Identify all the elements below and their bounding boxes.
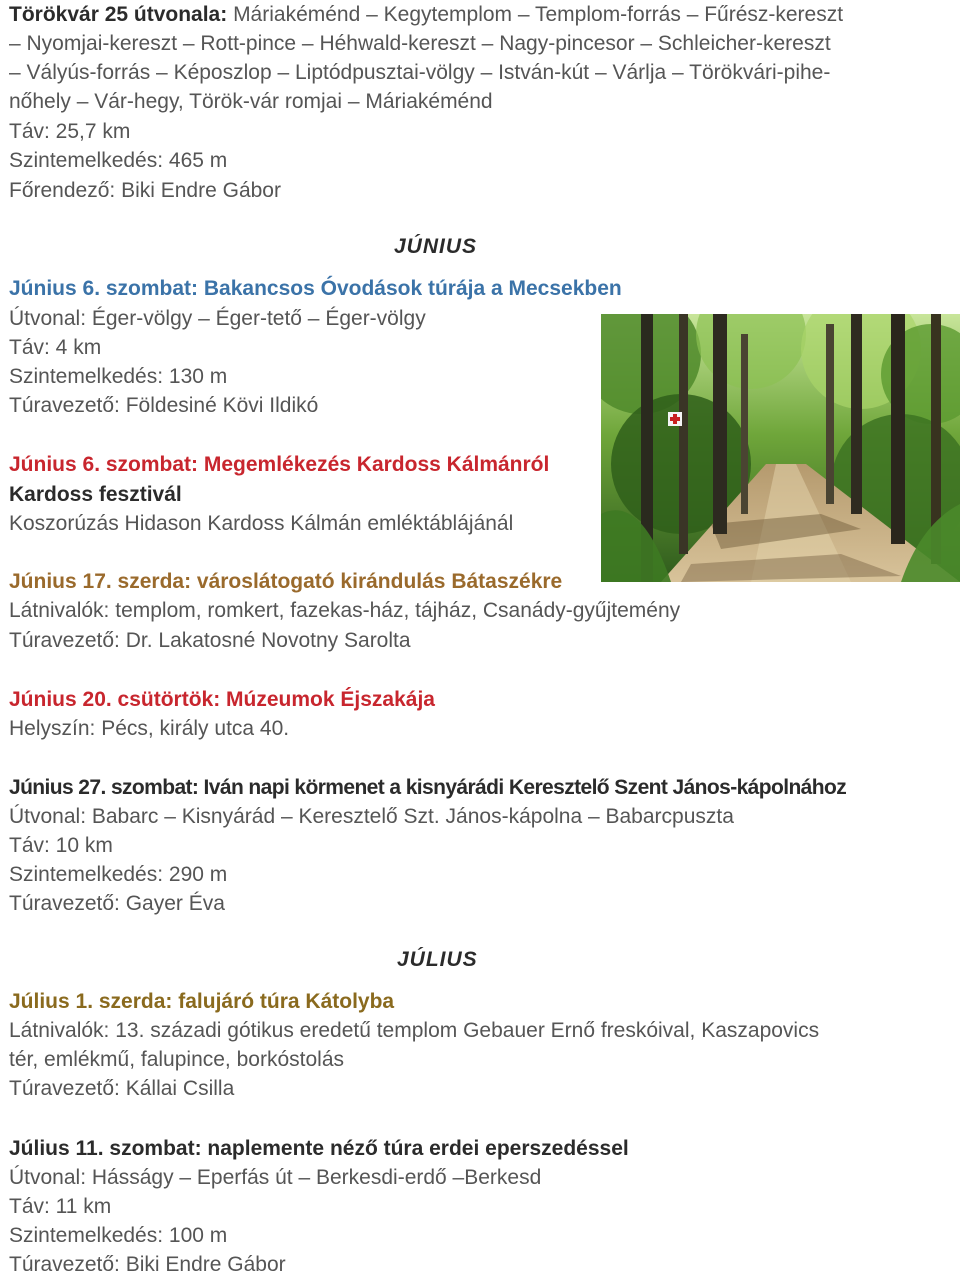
event-july-11-elevation: Szintemelkedés: 100 m (9, 1224, 228, 1247)
event-june-6-distance: Táv: 4 km (9, 336, 102, 359)
event-kardoss-title: szombat: Megemlékezés Kardoss Kálmánról (100, 453, 550, 476)
event-july-1-date: Július 1. (9, 990, 94, 1013)
event-june-27-title: szombat: Iván napi körmenet a kisnyárádi Keresztelő Szent János-kápolnához (105, 776, 847, 799)
event-july-11-route: Útvonal: Hásságy – Eperfás út – Berkesdi-erdő –Berkesd (9, 1166, 542, 1189)
torokvar-distance: Táv: 25,7 km (9, 120, 131, 143)
event-july-1-guide: Túravezető: Kállai Csilla (9, 1077, 235, 1100)
event-kardoss-festival: Kardoss fesztivál (9, 483, 182, 506)
event-kardoss-date: Június 6. (9, 453, 101, 476)
event-june-27-guide: Túravezető: Gayer Éva (9, 892, 225, 915)
event-june-27-date: Június 27. (9, 776, 106, 799)
month-heading-june: JÚNIUS (394, 235, 478, 258)
event-kardoss-description: Koszorúzás Hidason Kardoss Kálmán emléktáblájánál (9, 512, 514, 535)
event-july-11-distance: Táv: 11 km (9, 1195, 112, 1218)
torokvar-elevation: Szintemelkedés: 465 m (9, 149, 228, 172)
event-july-1-heading (9, 987, 394, 1016)
event-june-17-title: szerda: városlátogató kirándulás Bátaszékre (111, 570, 563, 593)
torokvar-route-line-1 (9, 0, 843, 29)
torokvar-route-line-2: – Nyomjai-kereszt – Rott-pince – Héhwald-kereszt – Nagy-pincesor – Schleicher-kereszt (9, 32, 831, 55)
event-june-27-heading (9, 773, 846, 802)
event-june-6-title: szombat: Bakancsos Óvodások túrája a Mecsekben (100, 277, 622, 300)
event-june-6-elevation: Szintemelkedés: 130 m (9, 365, 228, 388)
event-july-11-title: szombat: naplemente néző túra erdei eperszedéssel (103, 1137, 629, 1160)
event-july-11-guide: Túravezető: Biki Endre Gábor (9, 1253, 286, 1276)
torokvar-route-line-3: – Vályús-forrás – Képoszlop – Liptódpusztai-völgy – István-kút – Várlja – Törökvári-pihe- (9, 61, 831, 84)
event-june-6-date: Június 6. (9, 277, 101, 300)
event-june-20-title: csütörtök: Múzeumok Éjszakája (111, 688, 435, 711)
event-july-11-heading (9, 1134, 629, 1163)
event-june-27-distance: Táv: 10 km (9, 834, 113, 857)
torokvar-route-line-4: nőhely – Vár-hegy, Török-vár romjai – Máriakéménd (9, 90, 493, 113)
month-heading-july: JÚLIUS (397, 948, 478, 971)
event-june-20-location: Helyszín: Pécs, király utca 40. (9, 717, 290, 740)
event-june-27-route: Útvonal: Babarc – Kisnyárád – Keresztelő Szt. János-kápolna – Babarcpuszta (9, 805, 734, 828)
event-june-20-heading (9, 685, 435, 714)
event-june-6-route: Útvonal: Éger-völgy – Éger-tető – Éger-völgy (9, 307, 426, 330)
forest-road-image (601, 314, 960, 582)
event-june-6-heading (9, 274, 622, 303)
torokvar-title: Törökvár 25 útvonala: (9, 3, 228, 26)
event-july-1-sights-1: Látnivalók: 13. századi gótikus eredetű templom Gebauer Ernő freskóival, Kaszapovics (9, 1019, 820, 1042)
event-july-1-title: szerda: falujáró túra Kátolyba (93, 990, 395, 1013)
event-june-6-guide: Túravezető: Földesiné Kövi Ildikó (9, 394, 319, 417)
torokvar-organizer: Főrendező: Biki Endre Gábor (9, 179, 281, 202)
event-june-17-guide: Túravezető: Dr. Lakatosné Novotny Sarolta (9, 629, 411, 652)
event-kardoss-heading (9, 450, 549, 479)
event-june-17-sights: Látnivalók: templom, romkert, fazekas-ház, tájház, Csanády-gyűjtemény (9, 599, 681, 622)
event-june-17-heading (9, 567, 562, 596)
event-july-11-date: Július 11. (9, 1137, 104, 1160)
forest-road-photo (601, 314, 960, 582)
event-july-1-sights-2: tér, emlékmű, falupince, borkóstolás (9, 1048, 344, 1071)
event-june-27-elevation: Szintemelkedés: 290 m (9, 863, 228, 886)
event-june-20-date: Június 20. (9, 688, 112, 711)
torokvar-route-1: Máriakéménd – Kegytemplom – Templom-forrás – Fűrész-kereszt (227, 3, 844, 26)
event-june-17-date: Június 17. (9, 570, 112, 593)
